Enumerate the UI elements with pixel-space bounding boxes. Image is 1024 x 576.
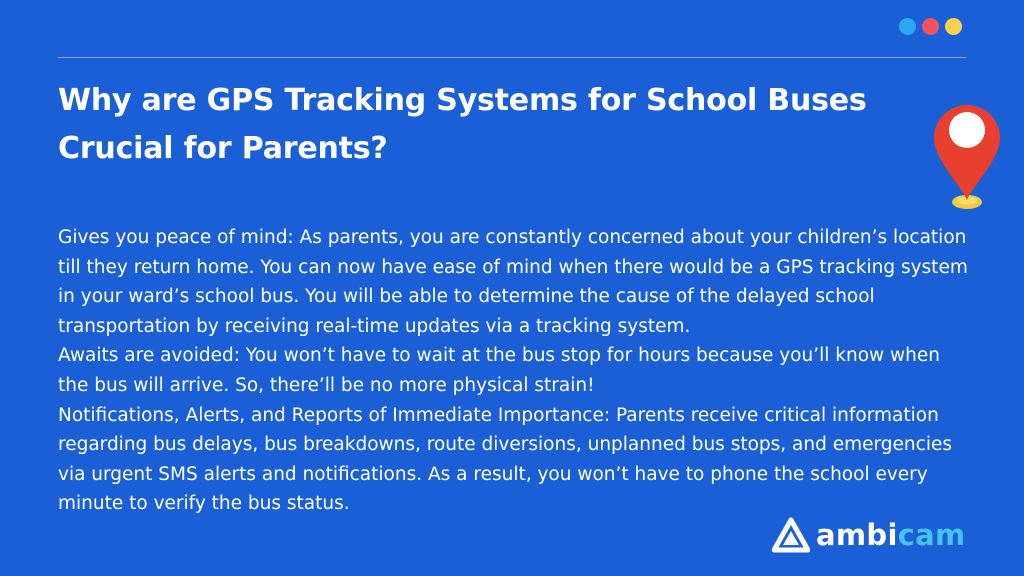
ambicam-triangle-icon <box>772 517 810 553</box>
yellow-dot <box>945 18 962 35</box>
logo-wordmark <box>816 517 966 553</box>
header-divider <box>58 57 966 58</box>
logo-text-ambi: ambi <box>816 518 898 552</box>
paragraph-peace-of-mind: Gives you peace of mind: As parents, you are constantly concerned about your children’s location till they return home. You can now have ease of mind when there would be a GPS tracking system in your ward’s school bus. You will be able to determine the cause of the delayed school transportation by receiving real-time updates via a tracking system. <box>58 227 968 337</box>
blue-dot <box>899 18 916 35</box>
paragraph-notifications: Notifications, Alerts, and Reports of Immediate Importance: Parents receive critical information regarding bus delays, bus breakdowns, route diversions, unplanned bus stops, and emergencies via urgent SMS alerts and notifications. As a result, you won’t have to phone the school every minute to verify the bus status. <box>58 404 952 515</box>
ambicam-logo <box>772 517 966 553</box>
red-dot <box>922 18 939 35</box>
slide-body <box>58 223 968 519</box>
map-pin-icon <box>922 104 1014 219</box>
window-dots <box>899 18 962 35</box>
slide-title: Why are GPS Tracking Systems for School Buses Crucial for Parents? <box>58 83 867 166</box>
logo-text-cam: cam <box>897 518 966 552</box>
paragraph-awaits-avoided: Awaits are avoided: You won’t have to wait at the bus stop for hours because you’ll know when the bus will arrive. So, there’ll be no more physical strain! <box>58 345 941 396</box>
